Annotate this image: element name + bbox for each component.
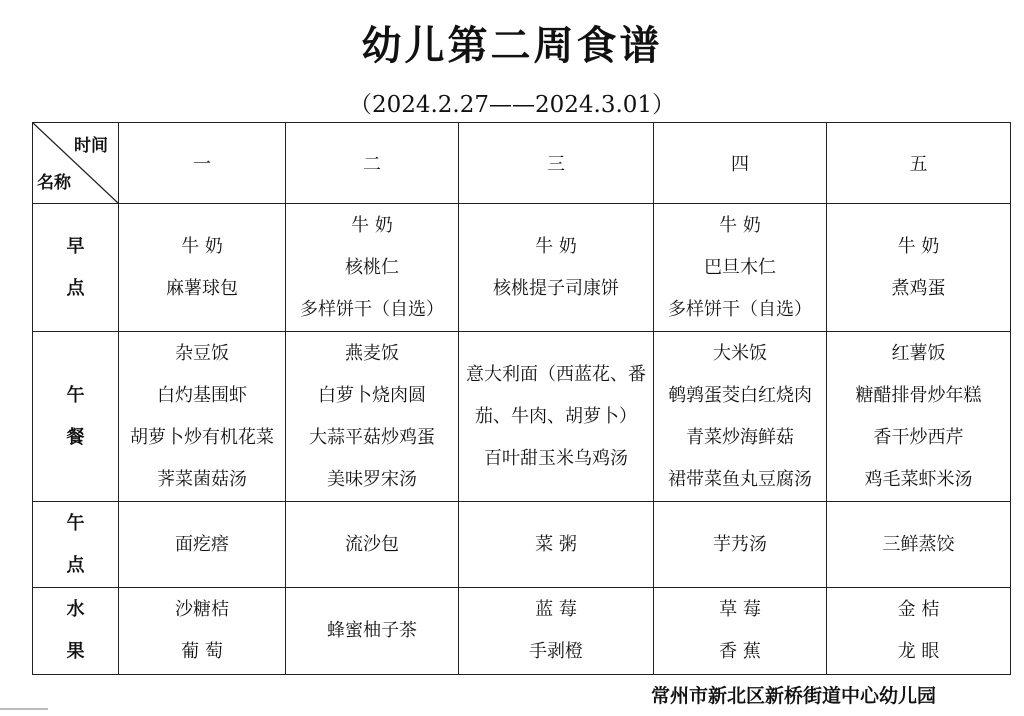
header-row	[33, 123, 1011, 204]
menu-item: 金 桔	[897, 599, 940, 620]
menu-item: 香干炒西芹	[873, 426, 964, 448]
menu-item: 煮鸡蛋	[891, 277, 946, 299]
row-label	[33, 332, 119, 502]
meal-row-fruit	[33, 588, 1011, 675]
day-header: 五	[827, 123, 1011, 204]
menu-item: 白灼基围虾	[157, 384, 247, 406]
menu-cell	[654, 588, 827, 675]
page-title: 幼儿第二周食谱	[361, 22, 663, 69]
corner-header-cell	[33, 123, 119, 204]
menu-cell	[459, 588, 654, 675]
menu-item: 红薯饭	[891, 342, 946, 364]
menu-item: 美味罗宋汤	[327, 468, 417, 490]
menu-cell	[654, 502, 827, 588]
menu-item: 意大利面（西蓝花、番茄、牛肉、胡萝卜）	[466, 363, 646, 427]
date-range: （2024.2.27——2024.3.01）	[348, 92, 676, 118]
row-label	[33, 502, 119, 588]
menu-cell	[119, 588, 286, 675]
row-label-char: 果	[66, 641, 85, 662]
menu-item: 面疙瘩	[175, 533, 229, 555]
menu-cell	[286, 502, 459, 588]
menu-item: 芋艿汤	[713, 533, 767, 555]
day-header: 四	[654, 123, 827, 204]
meal-row-afternoon-snack	[33, 502, 1011, 588]
corner-time-label: 时间	[74, 136, 108, 156]
menu-cell	[827, 588, 1011, 675]
menu-cell	[119, 204, 286, 332]
menu-cell	[286, 204, 459, 332]
row-label-char: 午	[66, 512, 85, 534]
row-label-char: 水	[66, 599, 85, 620]
menu-item: 香 蕉	[719, 641, 761, 662]
menu-cell	[654, 332, 827, 502]
menu-item: 核桃仁	[345, 256, 399, 278]
menu-item: 葡 萄	[181, 641, 223, 662]
menu-item: 蜂蜜柚子茶	[327, 620, 417, 641]
menu-item: 核桃提子司康饼	[493, 277, 619, 299]
row-label-char: 早	[66, 235, 85, 257]
day-header: 二	[286, 123, 459, 204]
menu-item: 荠菜菌菇汤	[157, 468, 247, 490]
menu-cell	[119, 502, 286, 588]
day-header: 一	[119, 123, 286, 204]
menu-item: 蓝 莓	[535, 599, 577, 620]
row-label-char: 午	[66, 384, 85, 406]
menu-item: 百叶甜玉米乌鸡汤	[484, 447, 628, 469]
row-label	[33, 204, 119, 332]
menu-cell	[827, 204, 1011, 332]
menu-cell	[119, 332, 286, 502]
menu-item: 大蒜平菇炒鸡蛋	[309, 426, 435, 448]
menu-item: 菜 粥	[535, 533, 577, 555]
menu-item: 巴旦木仁	[704, 256, 776, 278]
menu-item: 手剥橙	[529, 641, 583, 662]
page-edge-divider	[0, 708, 48, 710]
menu-item: 大米饭	[713, 342, 767, 364]
menu-item: 多样饼干（自选）	[300, 298, 444, 320]
menu-item: 牛 奶	[181, 235, 223, 257]
menu-item: 沙糖桔	[175, 599, 229, 620]
menu-item: 裙带菜鱼丸豆腐汤	[668, 468, 812, 490]
menu-item: 麻薯球包	[166, 277, 238, 299]
menu-item: 胡萝卜炒有机花菜	[130, 426, 274, 448]
row-label-char: 餐	[66, 426, 85, 448]
menu-item: 龙 眼	[897, 641, 940, 662]
row-label-char: 点	[66, 277, 85, 299]
menu-item: 白萝卜烧肉圆	[318, 384, 426, 406]
menu-item: 杂豆饭	[175, 342, 229, 364]
day-header: 三	[459, 123, 654, 204]
menu-item: 燕麦饭	[345, 342, 399, 364]
menu-table	[32, 122, 1011, 675]
corner-name-label: 名称	[37, 173, 71, 193]
menu-cell	[459, 502, 654, 588]
menu-cell	[459, 332, 654, 502]
menu-cell	[459, 204, 654, 332]
menu-item: 糖醋排骨炒年糕	[855, 384, 982, 406]
menu-cell	[286, 588, 459, 675]
menu-item: 牛 奶	[535, 235, 577, 257]
menu-item: 牛 奶	[719, 214, 761, 236]
row-label	[33, 588, 119, 675]
menu-cell	[286, 332, 459, 502]
menu-item: 草 莓	[719, 599, 761, 620]
menu-item: 牛 奶	[351, 214, 393, 236]
menu-item: 青菜炒海鲜菇	[686, 426, 794, 448]
menu-item: 鸡毛菜虾米汤	[864, 468, 973, 490]
menu-item: 三鲜蒸饺	[882, 533, 955, 555]
menu-cell	[827, 332, 1011, 502]
row-label-char: 点	[66, 554, 85, 576]
meal-row-lunch	[33, 332, 1011, 502]
menu-item: 鹌鹑蛋茭白红烧肉	[668, 384, 812, 406]
menu-item: 流沙包	[345, 533, 399, 555]
menu-item: 多样饼干（自选）	[668, 298, 812, 320]
menu-item: 牛 奶	[897, 235, 940, 257]
menu-cell	[827, 502, 1011, 588]
menu-cell	[654, 204, 827, 332]
kindergarten-name: 常州市新北区新桥街道中心幼儿园	[650, 685, 936, 707]
meal-row-breakfast	[33, 204, 1011, 332]
